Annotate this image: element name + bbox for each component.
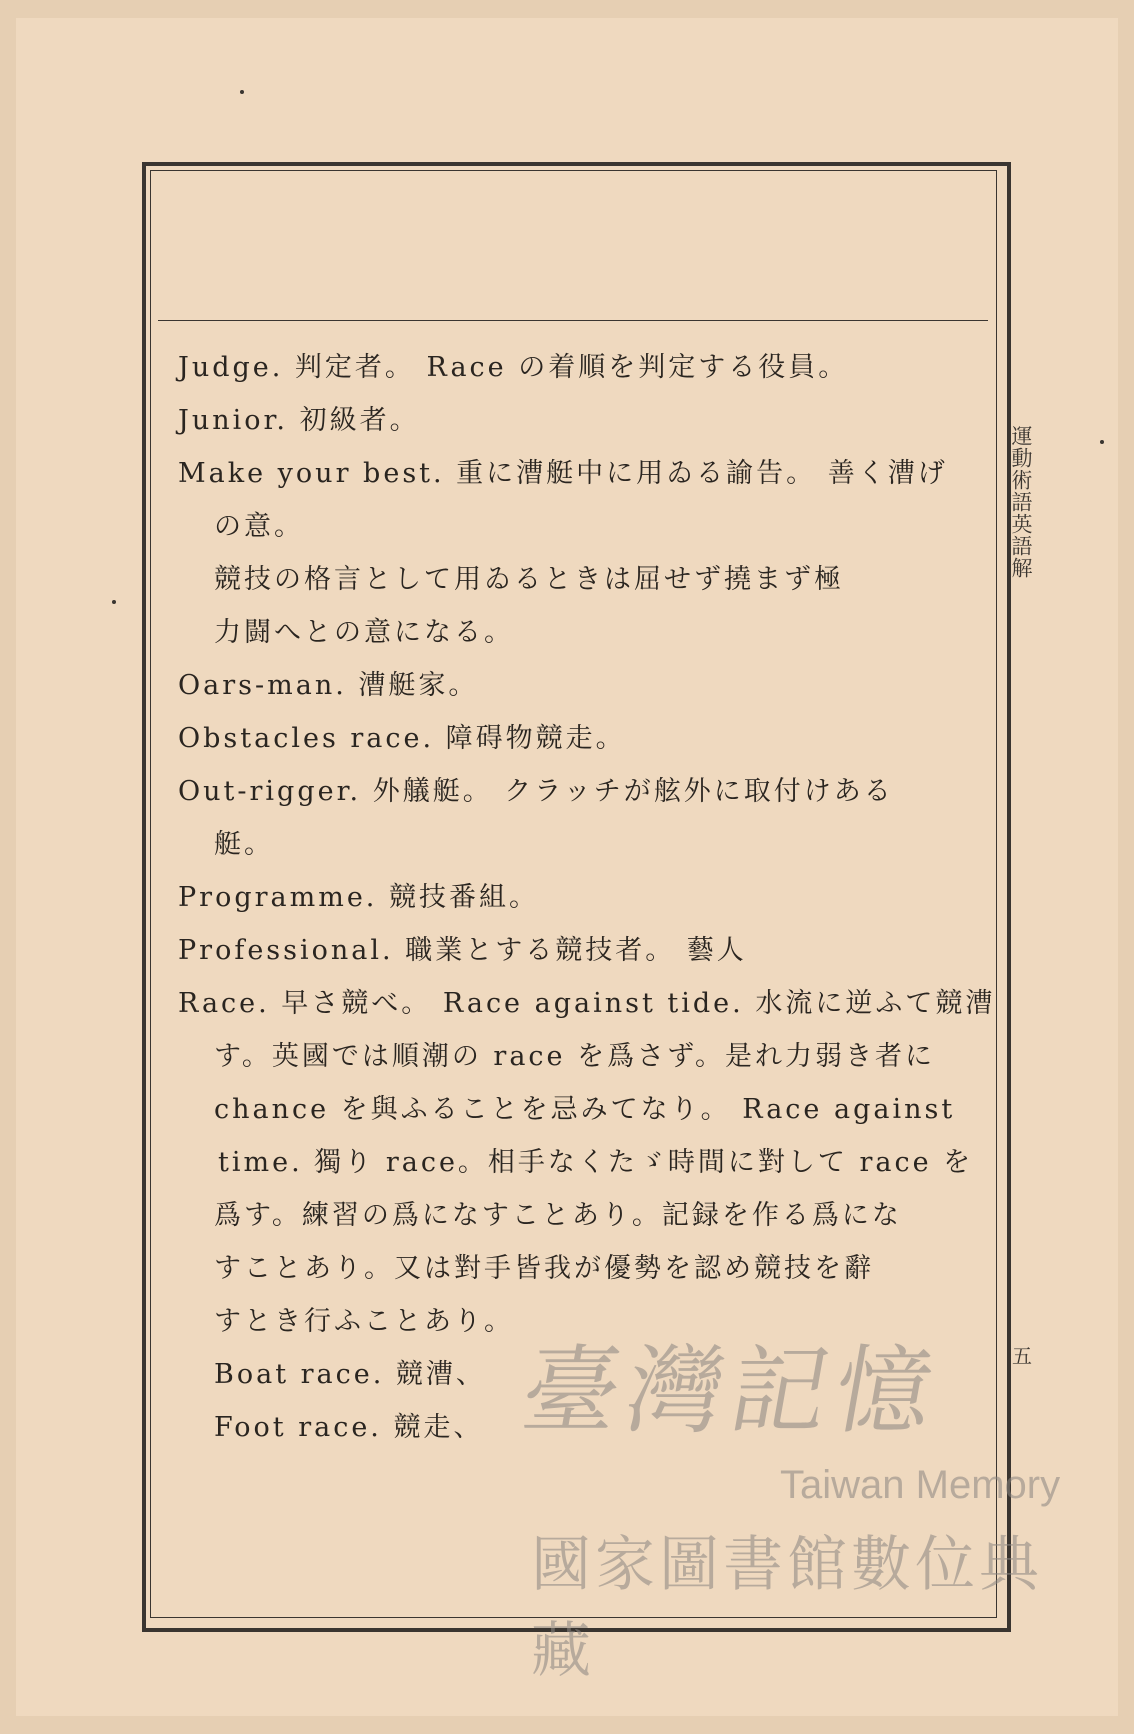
ink-speck xyxy=(1100,440,1104,444)
watermark-chinese: 國家圖書館數位典藏 xyxy=(531,1530,1043,1686)
entry-race-cont-4: 爲す。練習の爲になすことあり。記録を作る爲にな xyxy=(214,1200,902,1231)
entry-race-cont-2: chance を與ふることを忌みてなり。 Race against xyxy=(214,1094,956,1125)
running-title: 運動術語英語解 xyxy=(1009,425,1033,579)
library-watermark xyxy=(495,1315,1075,1686)
header-rule xyxy=(158,320,988,321)
entry-out-rigger-cont: 艇。 xyxy=(214,829,274,860)
ink-speck xyxy=(112,600,116,604)
entry-make-your-best-note: 競技の格言として用ゐるときは屈せず撓まず極 xyxy=(214,564,844,595)
entry-out-rigger: Out-rigger. 外艤艇。 クラッチが舷外に取付けある xyxy=(178,776,894,807)
entry-make-your-best-cont: の意。 xyxy=(214,511,304,542)
entry-race-cont-6: すとき行ふことあり。 xyxy=(214,1306,514,1337)
entry-race-cont-5: すことあり。又は對手皆我が優勢を認め競技を辭 xyxy=(214,1253,874,1284)
entry-make-your-best: Make your best. 重に漕艇中に用ゐる諭告。 善く漕げ xyxy=(178,458,948,489)
page-number: 五 xyxy=(1012,1344,1032,1368)
entry-boat-race: Boat race. 競漕、 xyxy=(214,1359,486,1390)
entry-race: Race. 早さ競べ。 Race against tide. 水流に逆ふて競漕 xyxy=(178,988,996,1019)
entry-make-your-best-note-cont: 力闘へとの意になる。 xyxy=(214,617,514,648)
entry-race-cont-3: time. 獨り race。相手なくたゞ時間に對して race を xyxy=(218,1147,974,1178)
entry-foot-race: Foot race. 競走、 xyxy=(214,1412,484,1443)
watermark-seal-text: 臺灣記憶 xyxy=(513,1335,950,1447)
watermark-english: Taiwan Memory xyxy=(780,1463,1061,1507)
ink-speck xyxy=(240,90,244,94)
entry-race-cont-1: す。英國では順潮の race を爲さず。是れ力弱き者に xyxy=(214,1041,935,1072)
entry-professional: Professional. 職業とする競技者。 藝人 xyxy=(178,935,747,966)
entry-judge: Judge. 判定者。 Race の着順を判定する役員。 xyxy=(178,352,849,383)
entry-programme: Programme. 競技番組。 xyxy=(178,882,539,913)
entry-obstacles-race: Obstacles race. 障碍物競走。 xyxy=(178,723,626,754)
entry-junior: Junior. 初級者。 xyxy=(178,405,420,436)
entry-oars-man: Oars-man. 漕艇家。 xyxy=(178,670,479,701)
